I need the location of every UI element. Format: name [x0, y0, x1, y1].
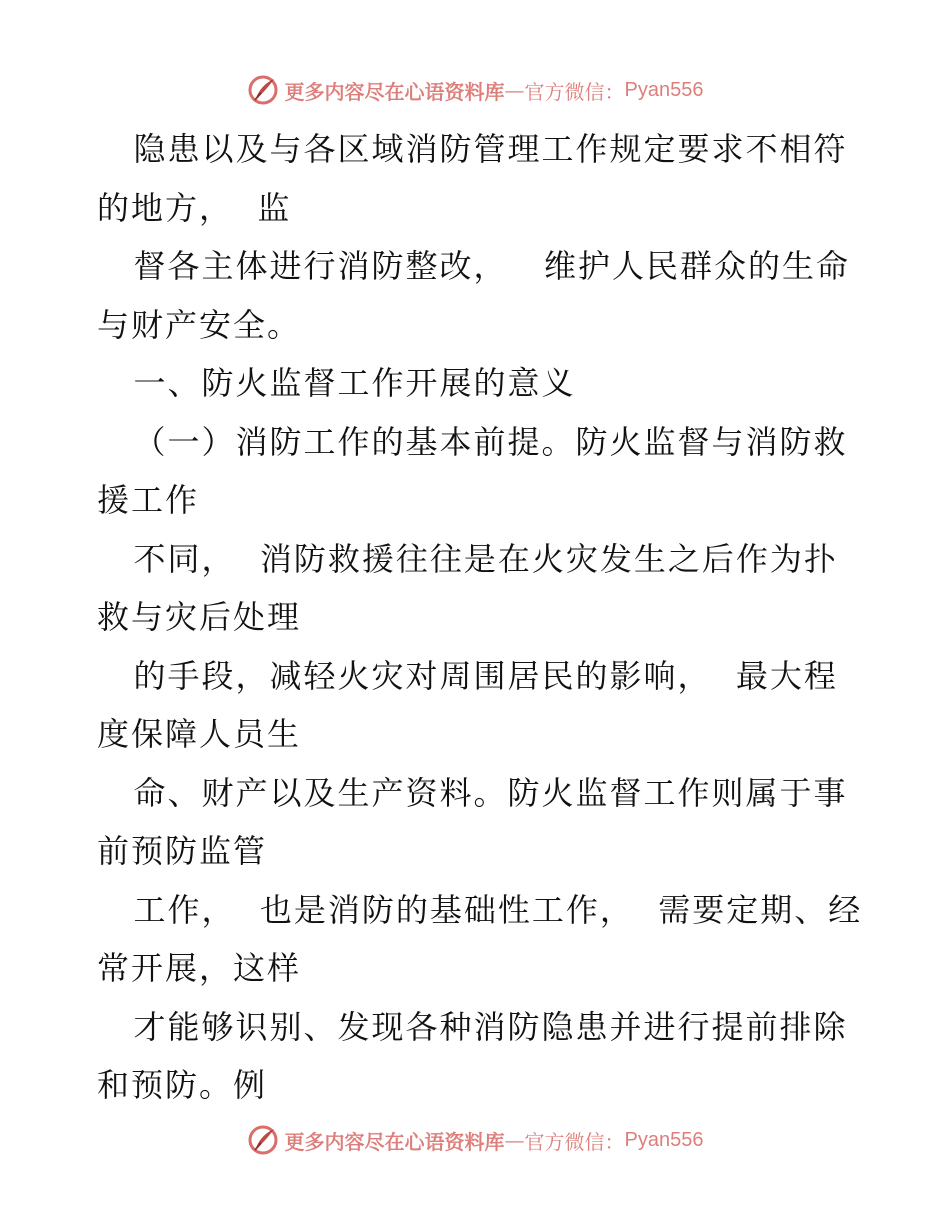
text-line: 度保障人员生 — [97, 715, 302, 753]
text-line: 督各主体进行消防整改， 维护人民群众的生命 — [97, 247, 851, 285]
watermark-separator: — — [504, 78, 525, 102]
watermark-label: 官方微信： — [524, 79, 625, 104]
watermark-header — [0, 68, 950, 112]
text-line: 命、财产以及生产资料。防火监督工作则属于事 — [97, 773, 848, 812]
watermark-separator: — — [504, 1128, 525, 1152]
watermark-id: Pyan556 — [624, 78, 704, 101]
section-heading: 一、防火监督工作开展的意义 — [97, 364, 576, 402]
text-line: 前预防监管 — [97, 832, 268, 870]
text-line: 不同， 消防救援往往是在火灾发生之后作为扑 — [97, 539, 838, 578]
watermark-id: Pyan556 — [624, 1128, 704, 1151]
watermark-title: 更多内容尽在心语资料库 — [284, 1129, 505, 1154]
text-line: 工作， 也是消防的基础性工作， 需要定期、经 — [97, 890, 863, 929]
text-line: 援工作 — [97, 481, 200, 519]
text-line: 才能够识别、发现各种消防隐患并进行提前排除 — [97, 1007, 848, 1046]
text-line: 救与灾后处理 — [97, 598, 302, 636]
watermark-title: 更多内容尽在心语资料库 — [284, 79, 505, 104]
text-line: 与财产安全。 — [97, 305, 302, 344]
text-line: 和预防。例 — [97, 1066, 268, 1104]
feather-quill-logo-icon — [247, 1124, 279, 1156]
text-line: 常开展，这样 — [97, 949, 302, 987]
feather-quill-logo-icon — [247, 74, 279, 106]
text-line: 的手段，减轻火灾对周围居民的影响， 最大程 — [97, 656, 838, 695]
watermark-label: 官方微信： — [524, 1129, 625, 1154]
document-body — [97, 120, 863, 1115]
watermark-footer — [0, 1118, 950, 1162]
text-line: 隐患以及与各区域消防管理工作规定要求不相符 — [97, 130, 848, 168]
text-line: 的地方， 监 — [97, 188, 292, 227]
text-line: （一）消防工作的基本前提。防火监督与消防救 — [97, 422, 848, 461]
